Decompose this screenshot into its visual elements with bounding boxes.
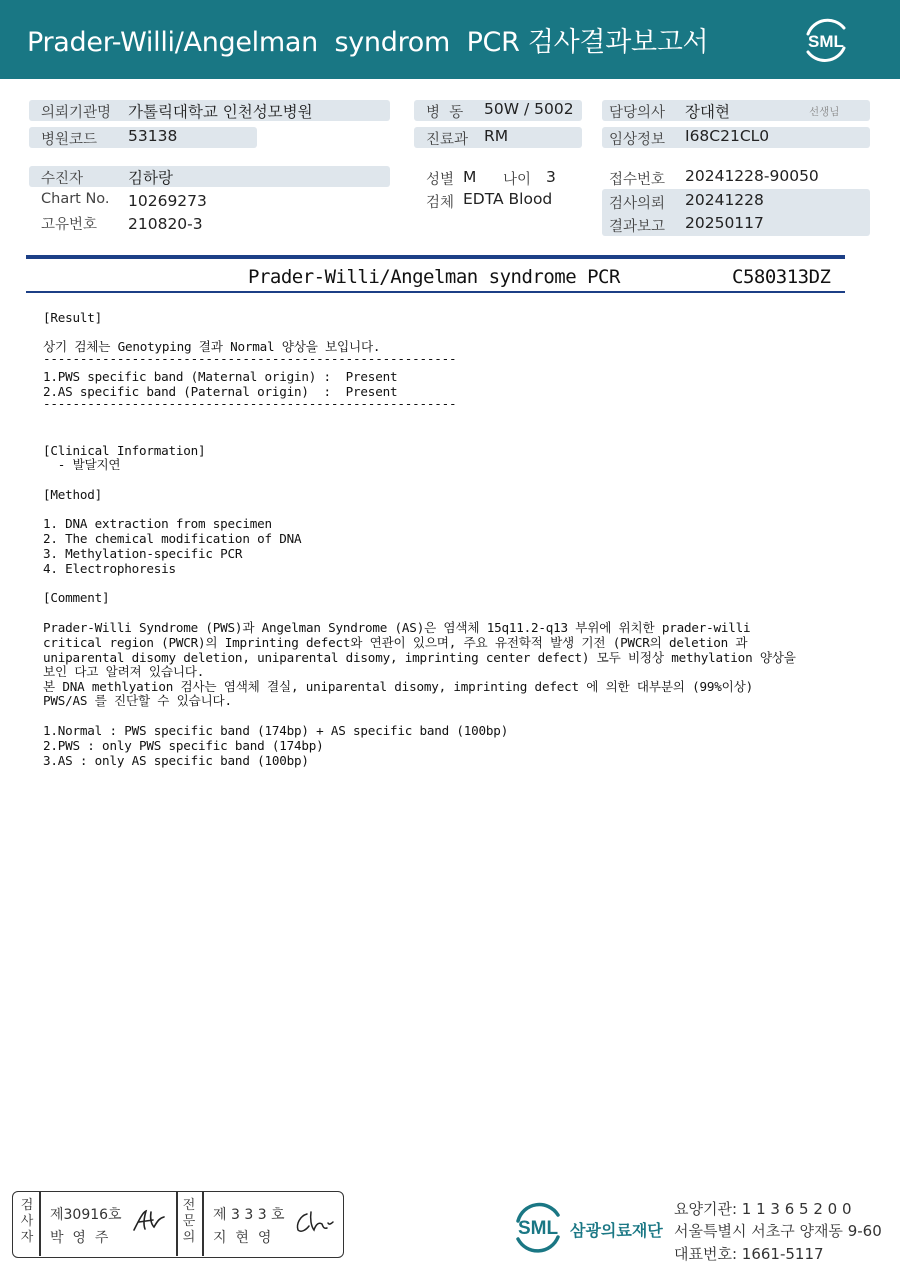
clinical-heading: [Clinical Information] xyxy=(43,443,206,458)
unique-label: 고유번호 xyxy=(41,217,98,233)
result-summary: 상기 검체는 Genotyping 결과 Normal 양상을 보입니다. xyxy=(43,339,381,354)
specimen-label: 검체 xyxy=(426,195,455,211)
result-heading: [Result] xyxy=(43,310,103,325)
examiner-name: 박 영 주 xyxy=(50,1230,109,1246)
doctor-label: 담당의사 xyxy=(609,105,666,121)
footer-phone: 대표번호: 1661-5117 xyxy=(674,1245,824,1263)
dept-label: 진료과 xyxy=(426,132,469,148)
method-item: 2. The chemical modification of DNA xyxy=(43,531,302,546)
doctor-suffix: 선생님 xyxy=(809,106,840,118)
method-item: 1. DNA extraction from specimen xyxy=(43,516,272,531)
footer-address: 서울특별시 서초구 양재동 9-60 xyxy=(674,1222,882,1240)
specialist-number: 제 3 3 3 호 xyxy=(213,1207,285,1223)
footer-sml-logo-icon xyxy=(510,1199,566,1255)
signature-divider xyxy=(202,1192,204,1256)
dept-value: RM xyxy=(484,127,509,145)
hospital-code-value: 53138 xyxy=(128,127,178,145)
comment-line: Prader-Willi Syndrome (PWS)과 Angelman Syndrome (AS)은 염색체 15q11.2-q13 부위에 위치한 prader-willi xyxy=(43,620,751,635)
footer-care-number: 요양기관: 1 1 3 6 5 2 0 0 xyxy=(674,1200,852,1218)
institution-value: 가톨릭대학교 인천성모병원 xyxy=(128,103,313,121)
doctor-value: 장대현 xyxy=(685,103,730,121)
result-line: 2.AS specific band (Paternal origin) : Present xyxy=(43,384,398,399)
result-separator: -------------------------------------------------------- xyxy=(43,396,457,411)
clinical-label: 임상정보 xyxy=(609,132,666,148)
signature-divider xyxy=(176,1192,178,1256)
result-separator: -------------------------------------------------------- xyxy=(43,351,457,366)
report-header xyxy=(0,0,900,79)
specialist-label: 전 문 의 xyxy=(182,1198,196,1245)
comment-heading: [Comment] xyxy=(43,590,110,605)
result-line: 1.PWS specific band (Maternal origin) : Present xyxy=(43,369,398,384)
hospital-code-label: 병원코드 xyxy=(41,132,98,148)
report-date-label: 결과보고 xyxy=(609,219,666,235)
footer-logo-text: SML xyxy=(517,1218,559,1239)
patient-value: 김하랑 xyxy=(128,169,173,187)
comment-line: 보인 다고 알려져 있습니다. xyxy=(43,664,205,679)
receipt-value: 20241228-90050 xyxy=(685,167,819,185)
signature-box xyxy=(12,1191,344,1258)
band-line: 3.AS : only AS specific band (100bp) xyxy=(43,753,309,768)
receipt-label: 접수번호 xyxy=(609,172,666,188)
report-date-value: 20250117 xyxy=(685,214,764,232)
clinical-item: - 발달지연 xyxy=(43,457,121,472)
comment-line: critical region (PWCR)의 Imprinting defect와 연관이 있으며, 주요 유전학적 발생 기전 (PWCR의 deletion 과 xyxy=(43,635,748,650)
test-name: Prader-Willi/Angelman syndrome PCR xyxy=(248,266,620,288)
specialist-name: 지 현 영 xyxy=(213,1230,272,1246)
footer-org-name: 삼광의료재단 xyxy=(570,1221,663,1240)
ward-value: 50W / 5002 xyxy=(484,100,574,118)
comment-line: PWS/AS 를 진단할 수 있습니다. xyxy=(43,693,232,708)
signature-divider xyxy=(39,1192,41,1256)
chart-value: 10269273 xyxy=(128,192,207,210)
chart-label: Chart No. xyxy=(41,191,110,207)
patient-label: 수진자 xyxy=(41,171,84,187)
header-logo-text: SML xyxy=(808,32,844,51)
examiner-label: 검 사 자 xyxy=(20,1198,34,1245)
method-item: 3. Methylation-specific PCR xyxy=(43,546,243,561)
age-label: 나이 xyxy=(503,172,532,188)
method-heading: [Method] xyxy=(43,487,103,502)
band-line: 2.PWS : only PWS specific band (174bp) xyxy=(43,738,324,753)
ward-label: 병 동 xyxy=(426,105,464,121)
label-bar xyxy=(29,166,390,187)
divider-thin xyxy=(26,291,845,293)
method-item: 4. Electrophoresis xyxy=(43,561,176,576)
sml-logo-icon xyxy=(800,14,852,66)
band-line: 1.Normal : PWS specific band (174bp) + AS specific band (100bp) xyxy=(43,723,509,738)
comment-line: 본 DNA methlyation 검사는 염색체 결실, uniparental disomy, imprinting defect 에 의한 대부분의 (99%이상) xyxy=(43,679,753,694)
clinical-value: I68C21CL0 xyxy=(685,127,770,145)
request-label: 검사의뢰 xyxy=(609,196,666,212)
unique-value: 210820-3 xyxy=(128,215,203,233)
request-value: 20241228 xyxy=(685,191,764,209)
report-title: Prader-Willi/Angelman syndrom PCR 검사결과보고서 xyxy=(27,27,709,58)
age-value: 3 xyxy=(546,168,556,186)
divider-thick xyxy=(26,255,845,259)
comment-line: uniparental disomy deletion, uniparental disomy, imprinting center defect) 모두 비정상 methylation 양상을 xyxy=(43,650,796,665)
specialist-signature-icon xyxy=(293,1208,335,1236)
examiner-signature-icon xyxy=(131,1208,167,1234)
specimen-value: EDTA Blood xyxy=(463,190,553,208)
sex-value: M xyxy=(463,168,477,186)
test-code: C580313DZ xyxy=(732,266,831,288)
examiner-number: 제30916호 xyxy=(50,1207,122,1223)
institution-label: 의뢰기관명 xyxy=(41,105,112,121)
sex-label: 성별 xyxy=(426,172,455,188)
